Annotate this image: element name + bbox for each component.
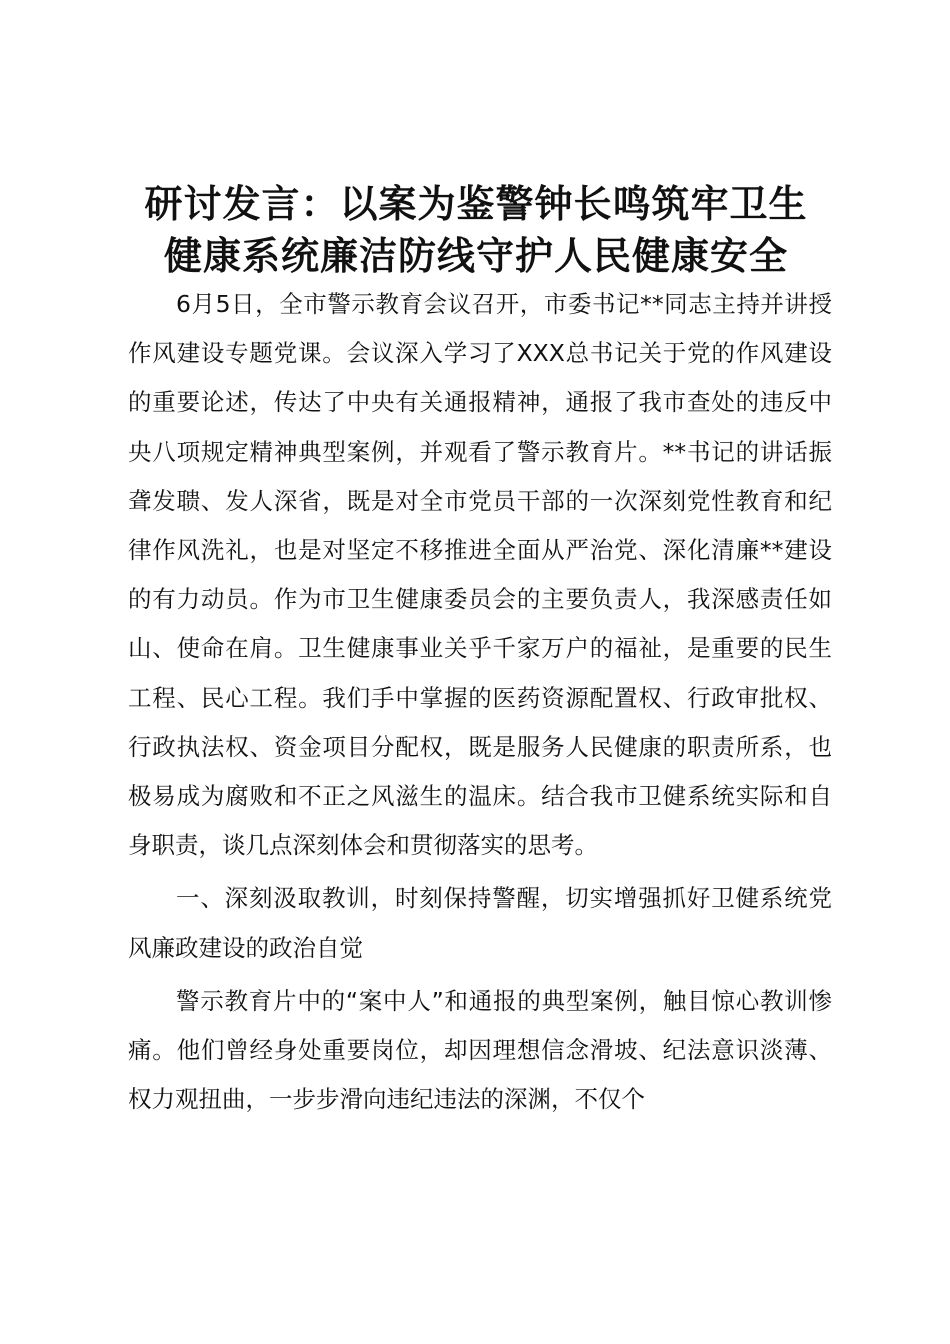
section-heading-1: 一、深刻汲取教训，时刻保持警醒，切实增强抓好卫健系统党风廉政建设的政治自觉 bbox=[128, 884, 832, 962]
section-1-paragraph: 警示教育片中的“案中人”和通报的典型案例，触目惊心教训惨痛。他们曾经身处重要岗位，却因理想信念滑坡、纪法意识淡薄、权力观扭曲，一步步滑向违纪违法的深渊，不仅个 bbox=[128, 986, 832, 1114]
title-line-1: 研讨发言：以案为鉴警钟长鸣筑牢卫生 bbox=[144, 181, 808, 226]
document-body bbox=[128, 280, 832, 1124]
document-title bbox=[120, 178, 832, 282]
intro-paragraph: 6月5日，全市警示教育会议召开，市委书记**同志主持并讲授作风建设专题党课。会议深入学习了XXX总书记关于党的作风建设的重要论述，传达了中央有关通报精神，通报了我市查处的违反中央八项规定精神典型案例，并观看了警示教育片。**书记的讲话振聋发聩、发人深省，既是对全市党员干部的一次深刻党性教育和纪律作风洗礼，也是对坚定不移推进全面从严治党、深化清廉**建设的有力动员。作为市卫生健康委员会的主要负责人，我深感责任如山、使命在肩。卫生健康事业关乎千家万户的福祉，是重要的民生工程、民心工程。我们手中掌握的医药资源配置权、行政审批权、行政执法权、资金项目分配权，既是服务人民健康的职责所系，也极易成为腐败和不正之风滋生的温床。结合我市卫健系统实际和自身职责，谈几点深刻体会和贯彻落实的思考。 bbox=[128, 290, 832, 860]
title-line-2: 健康系统廉洁防线守护人民健康安全 bbox=[163, 233, 788, 278]
